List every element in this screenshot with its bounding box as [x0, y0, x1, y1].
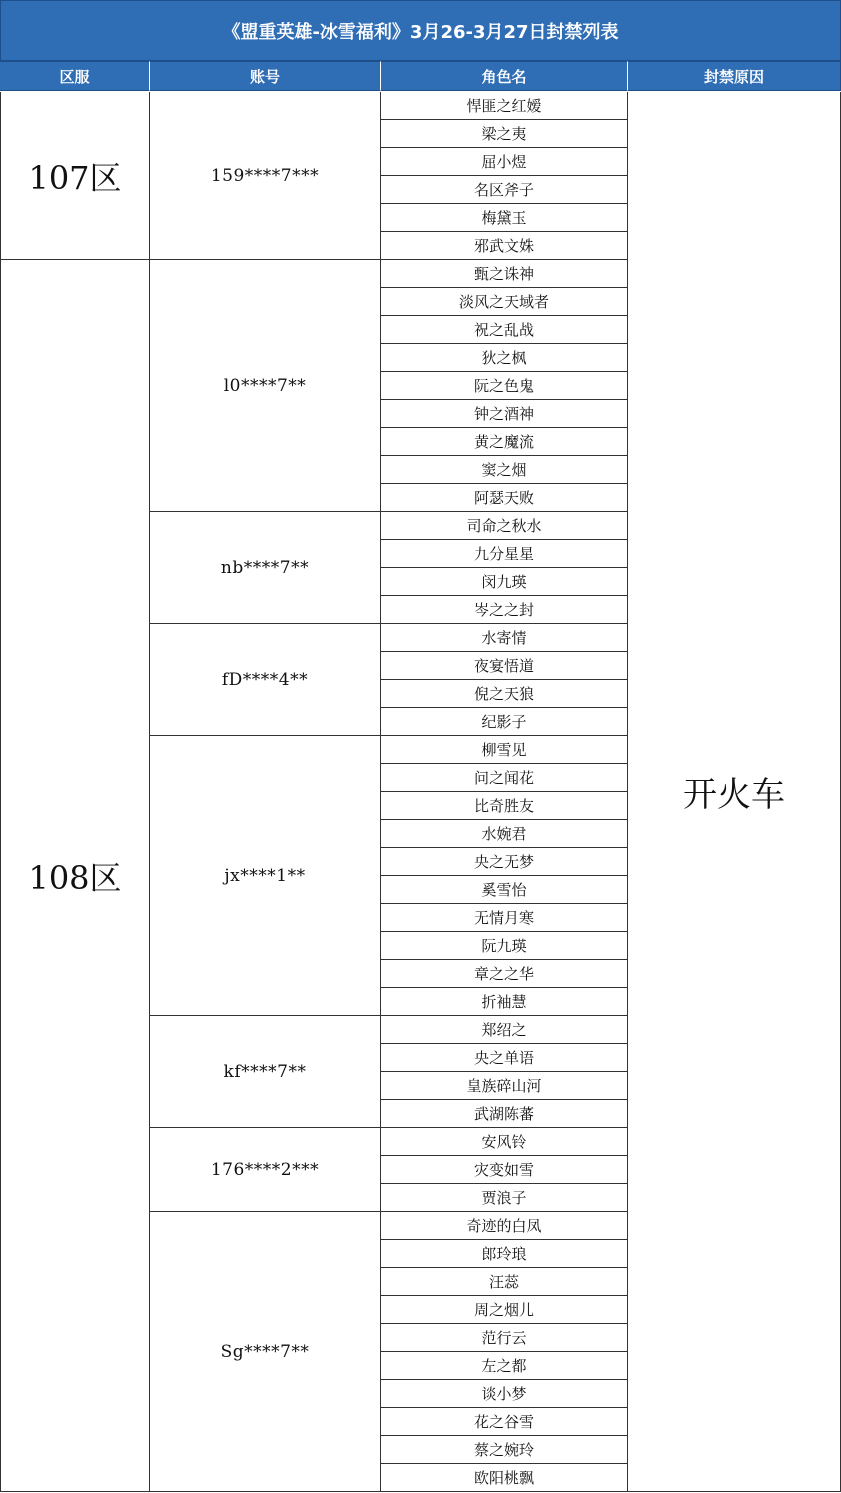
role-cell: 闵九瑛	[381, 568, 628, 596]
role-cell: 花之谷雪	[381, 1408, 628, 1436]
role-cell: 比奇胜友	[381, 792, 628, 820]
header-reason: 封禁原因	[628, 61, 841, 91]
role-cell: 央之无梦	[381, 848, 628, 876]
role-cell: 欧阳桃飘	[381, 1464, 628, 1492]
role-cell: 水寄情	[381, 624, 628, 652]
role-cell: 谈小梦	[381, 1380, 628, 1408]
account-cell: l0****7**	[150, 260, 381, 512]
account-cell: 176****2***	[150, 1128, 381, 1212]
role-cell: 岑之之封	[381, 596, 628, 624]
server-cell: 107区	[0, 92, 150, 260]
role-cell: 夜宴悟道	[381, 652, 628, 680]
role-cell: 窦之烟	[381, 456, 628, 484]
role-cell: 左之都	[381, 1352, 628, 1380]
role-cell: 郎玲琅	[381, 1240, 628, 1268]
role-cell: 阿瑟天败	[381, 484, 628, 512]
role-cell: 屈小煜	[381, 148, 628, 176]
account-cell: nb****7**	[150, 512, 381, 624]
role-cell: 郑绍之	[381, 1016, 628, 1044]
role-cell: 阮九瑛	[381, 932, 628, 960]
role-cell: 钟之酒神	[381, 400, 628, 428]
account-cell: Sg****7**	[150, 1212, 381, 1492]
role-cell: 周之烟儿	[381, 1296, 628, 1324]
header-role: 角色名	[381, 61, 628, 91]
account-cell: 159****7***	[150, 92, 381, 260]
role-cell: 问之闻花	[381, 764, 628, 792]
role-cell: 祝之乱战	[381, 316, 628, 344]
role-cell: 章之之华	[381, 960, 628, 988]
role-cell: 狄之枫	[381, 344, 628, 372]
role-cell: 邪武文姝	[381, 232, 628, 260]
role-cell: 折袖慧	[381, 988, 628, 1016]
ban-reason-cell: 开火车	[628, 92, 841, 1492]
role-cell: 淡风之天域者	[381, 288, 628, 316]
role-cell: 奚雪怡	[381, 876, 628, 904]
role-cell: 阮之色鬼	[381, 372, 628, 400]
header-server: 区服	[0, 61, 150, 91]
role-cell: 无情月寒	[381, 904, 628, 932]
role-cell: 水婉君	[381, 820, 628, 848]
account-cell: fD****4**	[150, 624, 381, 736]
role-cell: 蔡之婉玲	[381, 1436, 628, 1464]
sheet-title: 《盟重英雄-冰雪福利》3月26-3月27日封禁列表	[0, 0, 841, 61]
role-cell: 央之单语	[381, 1044, 628, 1072]
role-cell: 梅黛玉	[381, 204, 628, 232]
role-cell: 奇迹的白凤	[381, 1212, 628, 1240]
role-cell: 纪影子	[381, 708, 628, 736]
role-cell: 汪蕊	[381, 1268, 628, 1296]
header-account: 账号	[150, 61, 381, 91]
role-cell: 梁之夷	[381, 120, 628, 148]
role-cell: 九分星星	[381, 540, 628, 568]
role-cell: 皇族碎山河	[381, 1072, 628, 1100]
role-cell: 黄之魔流	[381, 428, 628, 456]
role-cell: 倪之天狼	[381, 680, 628, 708]
role-cell: 灾变如雪	[381, 1156, 628, 1184]
role-cell: 司命之秋水	[381, 512, 628, 540]
role-cell: 甄之诛神	[381, 260, 628, 288]
server-cell: 108区	[0, 260, 150, 1492]
role-cell: 柳雪见	[381, 736, 628, 764]
role-cell: 名区斧子	[381, 176, 628, 204]
role-cell: 范行云	[381, 1324, 628, 1352]
role-cell: 安风铃	[381, 1128, 628, 1156]
role-cell: 贾浪子	[381, 1184, 628, 1212]
role-cell: 武湖陈蕃	[381, 1100, 628, 1128]
account-cell: kf****7**	[150, 1016, 381, 1128]
account-cell: jx****1**	[150, 736, 381, 1016]
role-cell: 悍匪之红嫒	[381, 92, 628, 120]
